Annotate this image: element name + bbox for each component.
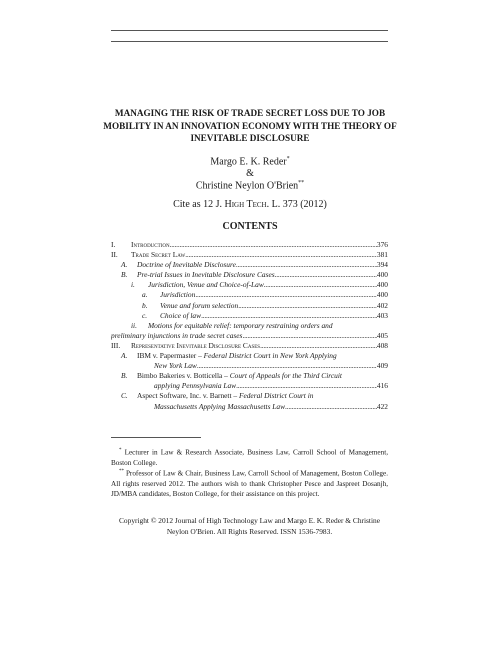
footnote-1-text: Lecturer in Law & Research Associate, Business Law, Carroll School of Management, Boston College. <box>111 448 388 467</box>
article-title: MANAGING THE RISK OF TRADE SECRET LOSS DUE TO JOB MOBILITY IN AN INNOVATION ECONOMY WITH THE THEORY OF INEVITABLE DISCLOSURE <box>103 108 397 143</box>
contents-heading: CONTENTS <box>222 221 278 232</box>
toc-page: 394 <box>376 260 388 270</box>
toc-case-name: Aspect Software, Inc. v. Barnett <box>137 391 232 401</box>
toc-entry[interactable] <box>111 240 388 250</box>
toc-label: Representative Inevitable Disclosure Cases <box>131 340 261 350</box>
toc-case-name: Bimbo Bakeries v. Botticella <box>137 371 223 381</box>
toc-number: II. <box>111 250 118 260</box>
header-rule-top <box>111 30 388 31</box>
toc-number: III. <box>111 340 121 350</box>
copyright-notice: Copyright © 2012 Journal of High Technology Law and Margo E. K. Reder & Christine Neylon O'Brien. All Rights Reserved. ISSN 1536-7983. <box>119 516 380 536</box>
toc-entry-continued[interactable] <box>111 381 388 391</box>
table-of-contents <box>111 240 388 412</box>
citation-suffix: . L. 373 (2012) <box>266 199 327 210</box>
toc-page: 400 <box>376 290 388 300</box>
toc-entry[interactable] <box>111 341 388 351</box>
citation-journal: High Tech <box>224 199 267 210</box>
toc-number: C. <box>121 391 128 401</box>
toc-label <box>137 351 337 361</box>
toc-label: Jurisdiction, Venue and Choice-of-Law <box>148 280 264 290</box>
toc-number: a. <box>142 290 148 300</box>
toc-number: ii. <box>131 320 137 330</box>
toc-entry[interactable] <box>111 301 388 311</box>
toc-label: Pre-trial Issues in Inevitable Disclosure Cases <box>137 270 275 280</box>
author-2-mark: ** <box>298 180 305 186</box>
toc-label <box>137 371 342 381</box>
toc-number: A. <box>121 351 128 361</box>
toc-label: Venue and forum selection <box>160 300 239 310</box>
toc-label: Massachusetts Applying Massachusetts Law <box>154 401 286 411</box>
toc-label: Trade Secret Law <box>131 250 186 260</box>
footnote-1 <box>111 446 388 468</box>
toc-number: A. <box>121 260 128 270</box>
footnote-separator <box>111 437 201 438</box>
toc-label: Jurisdiction <box>160 290 196 300</box>
toc-entry[interactable] <box>111 351 388 361</box>
toc-page: 416 <box>376 381 388 391</box>
toc-entry-continued[interactable] <box>111 361 388 371</box>
footnote-2-mark: ** <box>119 469 124 474</box>
toc-case-name: IBM v. Papermaster <box>137 351 197 361</box>
toc-label: Choice of law <box>160 310 202 320</box>
toc-page: 422 <box>376 401 388 411</box>
toc-entry[interactable] <box>111 371 388 381</box>
footnote-2 <box>111 467 388 499</box>
toc-label: Motions for equitable relief: temporary restraining orders and <box>148 320 333 330</box>
toc-page: 400 <box>376 270 388 280</box>
toc-label: applying Pennsylvania Law <box>154 381 237 391</box>
toc-entry[interactable] <box>111 290 388 300</box>
toc-entry-continued[interactable] <box>111 402 388 412</box>
toc-label: Introduction <box>131 240 170 249</box>
toc-number: b. <box>142 300 148 310</box>
toc-number: I. <box>111 240 116 249</box>
author-2 <box>0 180 500 191</box>
toc-entry[interactable] <box>111 391 388 401</box>
toc-page: 402 <box>376 300 388 310</box>
toc-page: 405 <box>376 330 388 340</box>
toc-entry[interactable] <box>111 250 388 260</box>
toc-label <box>137 391 313 401</box>
toc-number: B. <box>121 270 128 280</box>
toc-number: c. <box>142 310 148 320</box>
footnote-1-mark: * <box>119 448 122 453</box>
toc-entry[interactable] <box>111 321 388 331</box>
toc-entry[interactable] <box>111 280 388 290</box>
toc-page: 381 <box>376 250 388 260</box>
toc-page: 400 <box>376 280 388 290</box>
citation-line <box>0 199 500 210</box>
toc-entry-continued[interactable] <box>111 331 388 341</box>
author-1-name: Margo E. K. Reder <box>210 156 287 168</box>
toc-entry[interactable] <box>111 311 388 321</box>
header-rule-bottom <box>111 41 388 42</box>
footnote-2-text: Professor of Law & Chair, Business Law, Carroll School of Management, Boston College. All rights reserved 2012. The authors wish to thank Christopher Pesce and Jaspreet Dosanjh, JD/MBA candidates, Boston College, for their assistance on this project. <box>111 469 388 498</box>
toc-case-court: – Federal District Court in <box>231 391 314 401</box>
toc-label: New York Law <box>154 361 197 371</box>
toc-number: i. <box>131 280 135 290</box>
toc-label: Doctrine of Inevitable Disclosure <box>137 260 236 270</box>
toc-entry[interactable] <box>111 270 388 280</box>
author-1 <box>0 156 500 167</box>
author-ampersand: & <box>246 168 254 179</box>
citation-prefix: Cite as 12 J. <box>173 199 225 210</box>
toc-page: 376 <box>376 240 388 249</box>
toc-case-court: – Federal District Court in New York Applying <box>196 351 337 361</box>
toc-case-court: – Court of Appeals for the Third Circuit <box>222 371 342 381</box>
toc-entry[interactable] <box>111 260 388 270</box>
author-2-name: Christine Neylon O'Brien <box>195 180 299 192</box>
author-1-mark: * <box>286 156 290 162</box>
toc-page: 403 <box>376 310 388 320</box>
toc-label: preliminary injunctions in trade secret cases <box>111 330 243 340</box>
toc-number: B. <box>121 371 128 381</box>
toc-page: 409 <box>376 361 388 371</box>
toc-page: 408 <box>376 340 388 350</box>
